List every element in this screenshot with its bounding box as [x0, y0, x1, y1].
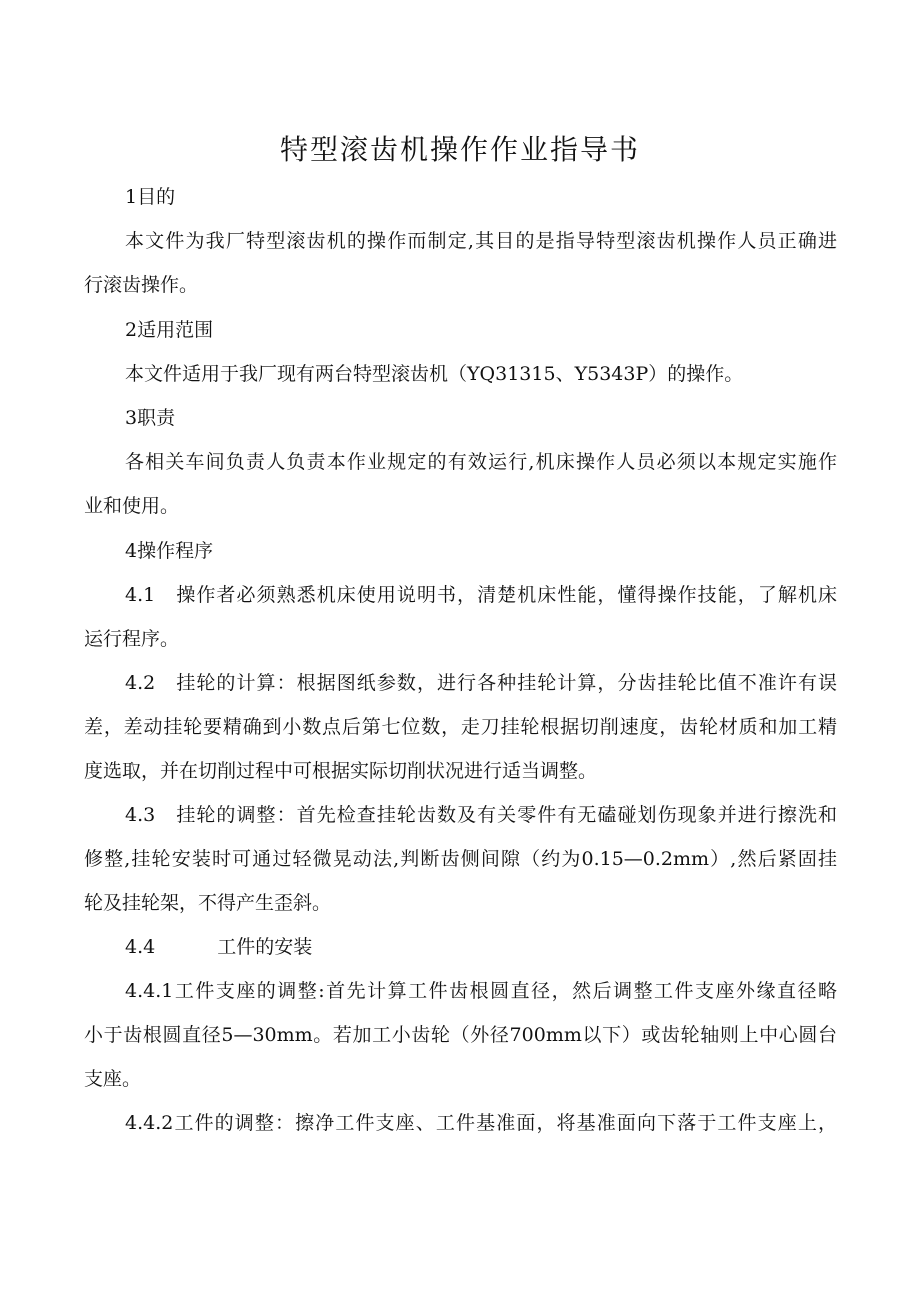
subsection-4-4-title: 工件的安装: [217, 936, 313, 958]
responsibility-line-1: 各相关车间负责人负责本作业规定的有效运行,机床操作人员必须以本规定实施作: [125, 451, 837, 473]
scope-line-1: 本文件适用于我厂现有两台特型滚齿机（YQ31315、Y5343P）的操作。: [125, 363, 744, 385]
para-4-2-line-2: 差，差动挂轮要精确到小数点后第七位数，走刀挂轮根据切削速度，齿轮材质和加工精: [84, 716, 837, 738]
section-heading-scope: 2适用范围: [125, 319, 214, 341]
section-heading-purpose: 1目的: [125, 186, 176, 208]
purpose-line-2: 行滚齿操作。: [84, 274, 199, 296]
para-4-2-line-3: 度选取，并在切削过程中可根据实际切削状况进行适当调整。: [84, 760, 598, 782]
section-heading-procedure: 4操作程序: [125, 540, 214, 562]
para-4-3-line-2: 修整,挂轮安装时可通过轻微晃动法,判断齿侧间隙（约为0.15—0.2mm）,然后紧固挂: [84, 848, 837, 870]
para-4-3-line-1: 4.3 挂轮的调整：首先检查挂轮齿数及有关零件有无磕碰划伤现象并进行擦洗和: [125, 804, 837, 826]
purpose-line-1: 本文件为我厂特型滚齿机的操作而制定,其目的是指导特型滚齿机操作人员正确进: [125, 230, 837, 252]
para-4-4-1-line-3: 支座。: [84, 1068, 142, 1090]
subsection-4-4-heading: [125, 934, 312, 960]
section-heading-responsibility: 3职责: [125, 407, 176, 429]
para-4-1-line-1: 4.1 操作者必须熟悉机床使用说明书，清楚机床性能，懂得操作技能，了解机床: [125, 584, 837, 606]
para-4-3-line-3: 轮及挂轮架，不得产生歪斜。: [84, 892, 332, 914]
para-4-1-line-2: 运行程序。: [84, 628, 180, 650]
para-4-2-line-1: 4.2 挂轮的计算：根据图纸参数，进行各种挂轮计算，分齿挂轮比值不准许有误: [125, 672, 837, 694]
responsibility-line-2: 业和使用。: [84, 495, 180, 517]
document-title: 特型滚齿机操作作业指导书: [279, 133, 640, 166]
subsection-4-4-number: 4.4: [125, 936, 156, 958]
para-4-4-1-line-1: 4.4.1工件支座的调整:首先计算工件齿根圆直径，然后调整工件支座外缘直径略: [125, 980, 837, 1002]
para-4-4-1-line-2: 小于齿根圆直径5—30mm。若加工小齿轮（外径700mm以下）或齿轮轴则上中心圆台: [84, 1024, 837, 1046]
para-4-4-2-line-1: 4.4.2工件的调整：擦净工件支座、工件基准面，将基准面向下落于工件支座上，: [125, 1112, 837, 1134]
